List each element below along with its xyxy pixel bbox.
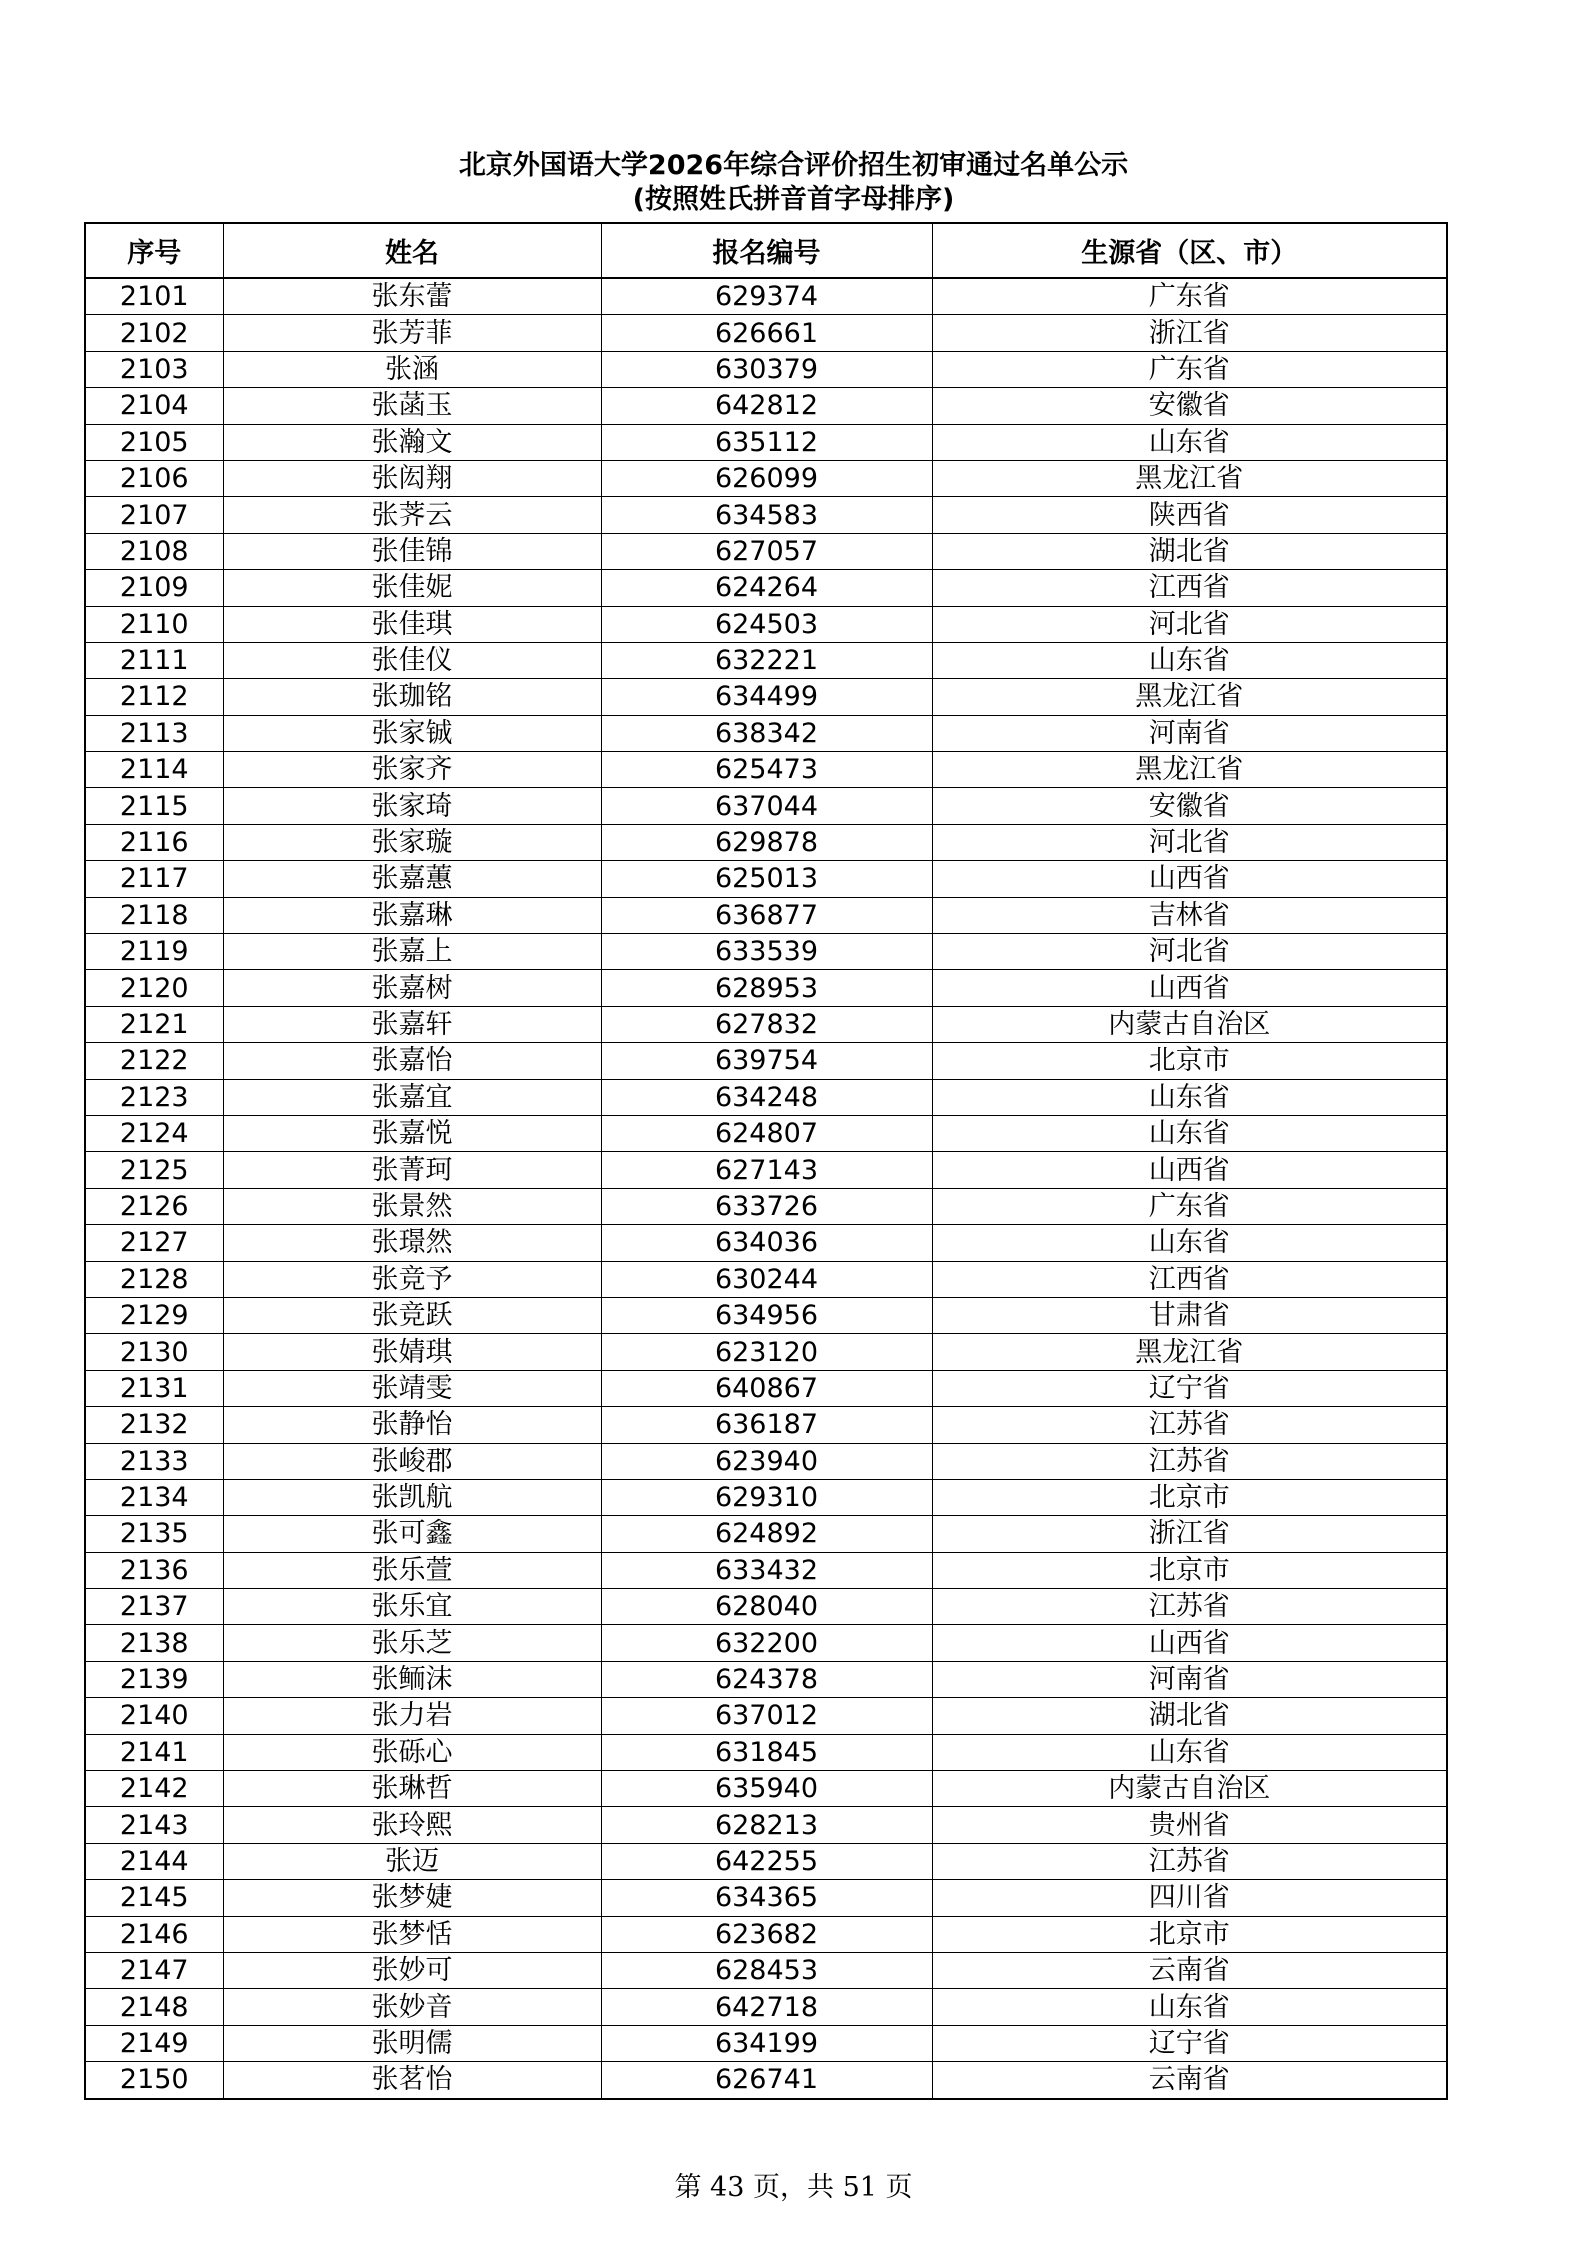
column-header-province: 生源省（区、市）	[932, 223, 1447, 278]
cell-province: 江苏省	[932, 1589, 1447, 1625]
cell-province: 安徽省	[932, 788, 1447, 824]
cell-index: 2118	[85, 897, 223, 933]
table-row	[85, 424, 1447, 460]
cell-index: 2128	[85, 1261, 223, 1297]
cell-name: 张乐宜	[223, 1589, 601, 1625]
cell-registration-number: 636187	[601, 1407, 932, 1443]
cell-province: 湖北省	[932, 533, 1447, 569]
cell-index: 2149	[85, 2025, 223, 2061]
cell-registration-number: 636877	[601, 897, 932, 933]
cell-index: 2121	[85, 1006, 223, 1042]
cell-registration-number: 623682	[601, 1916, 932, 1952]
cell-province: 北京市	[932, 1552, 1447, 1588]
cell-province: 内蒙古自治区	[932, 1771, 1447, 1807]
cell-index: 2144	[85, 1843, 223, 1879]
cell-name: 张鲕沫	[223, 1661, 601, 1697]
table-row	[85, 1916, 1447, 1952]
cell-name: 张婧琪	[223, 1334, 601, 1370]
cell-registration-number: 629310	[601, 1479, 932, 1515]
cell-index: 2120	[85, 970, 223, 1006]
cell-index: 2146	[85, 1916, 223, 1952]
cell-province: 安徽省	[932, 388, 1447, 424]
roster-table	[84, 222, 1448, 2100]
cell-name: 张妙可	[223, 1952, 601, 1988]
cell-name: 张菁珂	[223, 1152, 601, 1188]
cell-index: 2138	[85, 1625, 223, 1661]
cell-name: 张力岩	[223, 1698, 601, 1734]
cell-registration-number: 633539	[601, 934, 932, 970]
cell-name: 张竞跃	[223, 1297, 601, 1333]
table-row	[85, 970, 1447, 1006]
cell-registration-number: 635112	[601, 424, 932, 460]
cell-name: 张菡玉	[223, 388, 601, 424]
cell-registration-number: 626099	[601, 460, 932, 496]
cell-index: 2125	[85, 1152, 223, 1188]
cell-registration-number: 634956	[601, 1297, 932, 1333]
cell-name: 张靖雯	[223, 1370, 601, 1406]
table-row	[85, 1661, 1447, 1697]
table-row	[85, 1334, 1447, 1370]
table-row	[85, 1225, 1447, 1261]
cell-index: 2124	[85, 1115, 223, 1151]
column-header-registration-number: 报名编号	[601, 223, 932, 278]
cell-index: 2141	[85, 1734, 223, 1770]
cell-registration-number: 642255	[601, 1843, 932, 1879]
cell-registration-number: 626661	[601, 315, 932, 351]
cell-index: 2106	[85, 460, 223, 496]
cell-registration-number: 639754	[601, 1043, 932, 1079]
cell-registration-number: 635940	[601, 1771, 932, 1807]
table-row	[85, 1552, 1447, 1588]
cell-index: 2140	[85, 1698, 223, 1734]
cell-registration-number: 632221	[601, 642, 932, 678]
cell-name: 张妙音	[223, 1989, 601, 2025]
cell-province: 贵州省	[932, 1807, 1447, 1843]
table-row	[85, 1734, 1447, 1770]
cell-index: 2142	[85, 1771, 223, 1807]
cell-province: 山东省	[932, 1115, 1447, 1151]
cell-index: 2122	[85, 1043, 223, 1079]
cell-registration-number: 637044	[601, 788, 932, 824]
cell-name: 张嘉琳	[223, 897, 601, 933]
cell-province: 黑龙江省	[932, 679, 1447, 715]
cell-registration-number: 630244	[601, 1261, 932, 1297]
cell-name: 张家铖	[223, 715, 601, 751]
cell-name: 张竞予	[223, 1261, 601, 1297]
cell-index: 2104	[85, 388, 223, 424]
cell-index: 2107	[85, 497, 223, 533]
table-row	[85, 1880, 1447, 1916]
cell-province: 江苏省	[932, 1407, 1447, 1443]
table-row	[85, 1443, 1447, 1479]
cell-name: 张嘉蕙	[223, 861, 601, 897]
cell-province: 山西省	[932, 1152, 1447, 1188]
table-row	[85, 2025, 1447, 2061]
cell-index: 2115	[85, 788, 223, 824]
cell-index: 2123	[85, 1079, 223, 1115]
cell-province: 河北省	[932, 606, 1447, 642]
table-row	[85, 861, 1447, 897]
cell-province: 黑龙江省	[932, 460, 1447, 496]
cell-index: 2137	[85, 1589, 223, 1625]
cell-province: 浙江省	[932, 315, 1447, 351]
cell-registration-number: 627057	[601, 533, 932, 569]
table-row	[85, 460, 1447, 496]
cell-registration-number: 634365	[601, 1880, 932, 1916]
table-row	[85, 606, 1447, 642]
cell-province: 河北省	[932, 824, 1447, 860]
cell-name: 张凯航	[223, 1479, 601, 1515]
cell-index: 2113	[85, 715, 223, 751]
table-row	[85, 351, 1447, 387]
cell-province: 湖北省	[932, 1698, 1447, 1734]
cell-province: 山西省	[932, 1625, 1447, 1661]
cell-name: 张家齐	[223, 752, 601, 788]
table-row	[85, 1698, 1447, 1734]
cell-province: 辽宁省	[932, 1370, 1447, 1406]
page-number: 第 43 页，共 51 页	[674, 2172, 913, 2203]
cell-registration-number: 628213	[601, 1807, 932, 1843]
cell-province: 江苏省	[932, 1843, 1447, 1879]
cell-registration-number: 642718	[601, 1989, 932, 2025]
table-row	[85, 1589, 1447, 1625]
cell-name: 张珈铭	[223, 679, 601, 715]
cell-name: 张乐芝	[223, 1625, 601, 1661]
document-subtitle: (按照姓氏拼音首字母排序)	[632, 184, 955, 215]
table-row	[85, 278, 1447, 315]
cell-name: 张瀚文	[223, 424, 601, 460]
cell-index: 2139	[85, 1661, 223, 1697]
cell-name: 张乐萱	[223, 1552, 601, 1588]
table-row	[85, 2062, 1447, 2099]
cell-name: 张明儒	[223, 2025, 601, 2061]
table-row	[85, 1079, 1447, 1115]
cell-registration-number: 627143	[601, 1152, 932, 1188]
cell-registration-number: 629374	[601, 278, 932, 315]
table-row	[85, 1261, 1447, 1297]
cell-name: 张荠云	[223, 497, 601, 533]
cell-province: 北京市	[932, 1479, 1447, 1515]
cell-province: 山东省	[932, 1989, 1447, 2025]
cell-registration-number: 624503	[601, 606, 932, 642]
cell-registration-number: 626741	[601, 2062, 932, 2099]
table-row	[85, 1625, 1447, 1661]
cell-province: 山西省	[932, 861, 1447, 897]
cell-registration-number: 631845	[601, 1734, 932, 1770]
table-row	[85, 1115, 1447, 1151]
table-row	[85, 1479, 1447, 1515]
table-row	[85, 1407, 1447, 1443]
cell-name: 张景然	[223, 1188, 601, 1224]
cell-province: 云南省	[932, 1952, 1447, 1988]
cell-province: 北京市	[932, 1916, 1447, 1952]
cell-registration-number: 634248	[601, 1079, 932, 1115]
table-row	[85, 1771, 1447, 1807]
cell-index: 2134	[85, 1479, 223, 1515]
table-row	[85, 315, 1447, 351]
cell-index: 2131	[85, 1370, 223, 1406]
table-row	[85, 1188, 1447, 1224]
cell-registration-number: 624264	[601, 570, 932, 606]
cell-index: 2108	[85, 533, 223, 569]
cell-index: 2116	[85, 824, 223, 860]
table-row	[85, 934, 1447, 970]
cell-name: 张嘉轩	[223, 1006, 601, 1042]
cell-province: 北京市	[932, 1043, 1447, 1079]
cell-name: 张涵	[223, 351, 601, 387]
cell-province: 江苏省	[932, 1443, 1447, 1479]
cell-index: 2110	[85, 606, 223, 642]
cell-province: 浙江省	[932, 1516, 1447, 1552]
cell-province: 山东省	[932, 1734, 1447, 1770]
cell-province: 江西省	[932, 1261, 1447, 1297]
table-row	[85, 497, 1447, 533]
cell-index: 2133	[85, 1443, 223, 1479]
cell-registration-number: 638342	[601, 715, 932, 751]
cell-name: 张嘉宜	[223, 1079, 601, 1115]
cell-name: 张佳锦	[223, 533, 601, 569]
cell-index: 2101	[85, 278, 223, 315]
cell-name: 张佳琪	[223, 606, 601, 642]
cell-province: 山东省	[932, 1225, 1447, 1261]
cell-province: 辽宁省	[932, 2025, 1447, 2061]
cell-name: 张嘉怡	[223, 1043, 601, 1079]
cell-province: 吉林省	[932, 897, 1447, 933]
table-row	[85, 1843, 1447, 1879]
cell-registration-number: 634583	[601, 497, 932, 533]
cell-name: 张闳翔	[223, 460, 601, 496]
cell-name: 张佳妮	[223, 570, 601, 606]
cell-index: 2105	[85, 424, 223, 460]
cell-registration-number: 628953	[601, 970, 932, 1006]
cell-index: 2127	[85, 1225, 223, 1261]
cell-name: 张佳仪	[223, 642, 601, 678]
cell-index: 2109	[85, 570, 223, 606]
table-row	[85, 570, 1447, 606]
cell-province: 四川省	[932, 1880, 1447, 1916]
cell-registration-number: 628040	[601, 1589, 932, 1625]
table-row	[85, 1370, 1447, 1406]
cell-registration-number: 634036	[601, 1225, 932, 1261]
cell-index: 2130	[85, 1334, 223, 1370]
cell-registration-number: 624378	[601, 1661, 932, 1697]
table-row	[85, 752, 1447, 788]
cell-province: 山东省	[932, 424, 1447, 460]
cell-name: 张琳哲	[223, 1771, 601, 1807]
cell-province: 山西省	[932, 970, 1447, 1006]
cell-province: 河北省	[932, 934, 1447, 970]
cell-registration-number: 628453	[601, 1952, 932, 1988]
cell-registration-number: 624892	[601, 1516, 932, 1552]
table-row	[85, 1043, 1447, 1079]
cell-name: 张梦恬	[223, 1916, 601, 1952]
cell-province: 黑龙江省	[932, 1334, 1447, 1370]
cell-name: 张家琦	[223, 788, 601, 824]
table-row	[85, 388, 1447, 424]
cell-index: 2135	[85, 1516, 223, 1552]
cell-province: 甘肃省	[932, 1297, 1447, 1333]
cell-index: 2114	[85, 752, 223, 788]
cell-name: 张嘉树	[223, 970, 601, 1006]
cell-province: 河南省	[932, 715, 1447, 751]
cell-name: 张璟然	[223, 1225, 601, 1261]
table-row	[85, 533, 1447, 569]
cell-index: 2102	[85, 315, 223, 351]
cell-name: 张茗怡	[223, 2062, 601, 2099]
table-row	[85, 897, 1447, 933]
cell-registration-number: 640867	[601, 1370, 932, 1406]
cell-name: 张东蕾	[223, 278, 601, 315]
cell-province: 山东省	[932, 642, 1447, 678]
table-row	[85, 824, 1447, 860]
document-title: 北京外国语大学2026年综合评价招生初审通过名单公示	[458, 150, 1129, 181]
cell-index: 2126	[85, 1188, 223, 1224]
cell-registration-number: 629878	[601, 824, 932, 860]
cell-name: 张静怡	[223, 1407, 601, 1443]
cell-name: 张嘉悦	[223, 1115, 601, 1151]
cell-index: 2150	[85, 2062, 223, 2099]
cell-name: 张家璇	[223, 824, 601, 860]
cell-registration-number: 623940	[601, 1443, 932, 1479]
cell-index: 2117	[85, 861, 223, 897]
cell-registration-number: 627832	[601, 1006, 932, 1042]
table-row	[85, 1297, 1447, 1333]
table-row	[85, 1006, 1447, 1042]
cell-index: 2112	[85, 679, 223, 715]
table-row	[85, 1952, 1447, 1988]
cell-province: 广东省	[932, 278, 1447, 315]
cell-registration-number: 633432	[601, 1552, 932, 1588]
cell-index: 2129	[85, 1297, 223, 1333]
column-header-name: 姓名	[223, 223, 601, 278]
cell-province: 广东省	[932, 1188, 1447, 1224]
table-row	[85, 1152, 1447, 1188]
table-row	[85, 642, 1447, 678]
cell-index: 2103	[85, 351, 223, 387]
cell-name: 张可鑫	[223, 1516, 601, 1552]
cell-registration-number: 634499	[601, 679, 932, 715]
table-row	[85, 1807, 1447, 1843]
cell-province: 内蒙古自治区	[932, 1006, 1447, 1042]
cell-registration-number: 633726	[601, 1188, 932, 1224]
cell-name: 张玲熙	[223, 1807, 601, 1843]
cell-name: 张嘉上	[223, 934, 601, 970]
cell-province: 黑龙江省	[932, 752, 1447, 788]
column-header-index: 序号	[85, 223, 223, 278]
cell-registration-number: 625013	[601, 861, 932, 897]
cell-index: 2111	[85, 642, 223, 678]
cell-registration-number: 634199	[601, 2025, 932, 2061]
cell-province: 河南省	[932, 1661, 1447, 1697]
table-row	[85, 788, 1447, 824]
cell-province: 广东省	[932, 351, 1447, 387]
cell-name: 张梦婕	[223, 1880, 601, 1916]
table-row	[85, 679, 1447, 715]
cell-registration-number: 624807	[601, 1115, 932, 1151]
cell-province: 陕西省	[932, 497, 1447, 533]
cell-registration-number: 642812	[601, 388, 932, 424]
cell-registration-number: 623120	[601, 1334, 932, 1370]
cell-province: 云南省	[932, 2062, 1447, 2099]
table-row	[85, 1516, 1447, 1552]
cell-province: 江西省	[932, 570, 1447, 606]
cell-name: 张芳菲	[223, 315, 601, 351]
cell-index: 2148	[85, 1989, 223, 2025]
table-row	[85, 1989, 1447, 2025]
cell-index: 2147	[85, 1952, 223, 1988]
cell-index: 2143	[85, 1807, 223, 1843]
cell-province: 山东省	[932, 1079, 1447, 1115]
table-header-row	[85, 223, 1447, 278]
cell-index: 2145	[85, 1880, 223, 1916]
cell-name: 张砾心	[223, 1734, 601, 1770]
cell-index: 2119	[85, 934, 223, 970]
cell-registration-number: 630379	[601, 351, 932, 387]
cell-registration-number: 625473	[601, 752, 932, 788]
table-row	[85, 715, 1447, 751]
cell-name: 张峻郡	[223, 1443, 601, 1479]
cell-registration-number: 632200	[601, 1625, 932, 1661]
table-body	[85, 278, 1447, 2099]
cell-name: 张迈	[223, 1843, 601, 1879]
cell-index: 2136	[85, 1552, 223, 1588]
cell-index: 2132	[85, 1407, 223, 1443]
cell-registration-number: 637012	[601, 1698, 932, 1734]
